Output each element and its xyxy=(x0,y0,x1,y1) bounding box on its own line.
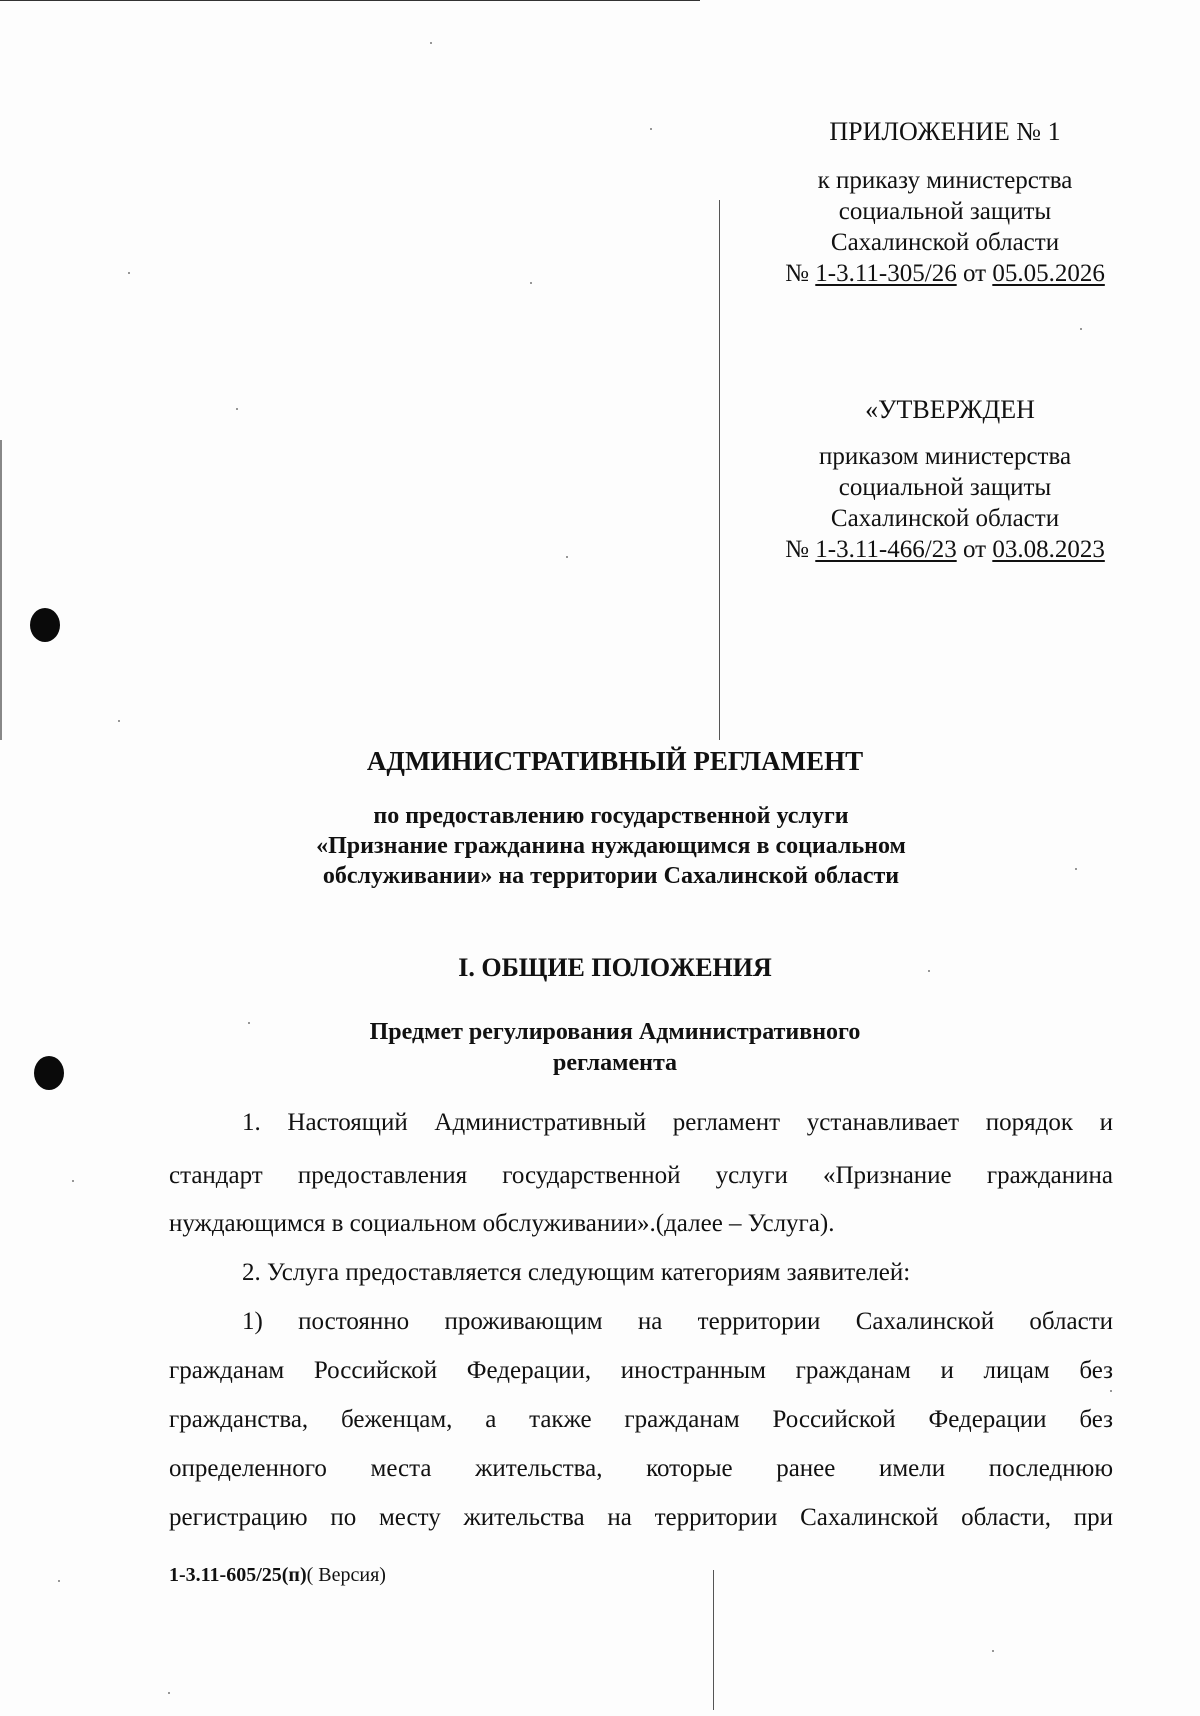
paragraph-2-line-1: 2. Услуга предоставляется следующим категориям заявителей: xyxy=(242,1259,911,1286)
scan-speck xyxy=(928,970,930,972)
appendix-order-block xyxy=(760,165,1130,289)
scan-left-edge xyxy=(0,440,2,740)
paragraph-3-line-2: гражданам Российской Федерации, иностранным гражданам и лицам без xyxy=(169,1357,1113,1384)
order-line-1: к приказу министерства xyxy=(817,167,1073,194)
scan-speck xyxy=(118,720,120,722)
scan-vertical-line-lower xyxy=(713,1570,714,1710)
subtitle-line-2: «Признание гражданина нуждающимся в социальном xyxy=(316,833,906,859)
approved-from: от xyxy=(962,536,987,563)
subsection-line-2: регламента xyxy=(552,1050,678,1076)
scan-speck xyxy=(168,1692,170,1694)
scan-speck xyxy=(1075,868,1077,870)
scan-speck xyxy=(248,1022,250,1024)
scan-speck xyxy=(1110,1390,1112,1392)
scan-speck xyxy=(650,128,652,130)
order-no-prefix: № xyxy=(785,260,810,287)
order-date: 05.05.2026 xyxy=(992,260,1105,287)
scan-top-edge xyxy=(0,0,700,1)
order-number: 1-3.11-305/26 xyxy=(815,260,957,287)
paragraph-1-line-3: нуждающимся в социальном обслуживании».(далее – Услуга). xyxy=(169,1210,835,1237)
subtitle-line-3: обслуживании» на территории Сахалинской области xyxy=(322,863,900,889)
approved-number: 1-3.11-466/23 xyxy=(815,536,957,563)
order-line-2: социальной защиты xyxy=(838,198,1052,225)
order-line-3: Сахалинской области xyxy=(830,229,1060,256)
approved-heading: «УТВЕРЖДЕН xyxy=(865,395,1035,424)
approved-order-block xyxy=(760,441,1130,565)
section-heading: I. ОБЩИЕ ПОЛОЖЕНИЯ xyxy=(458,953,772,982)
scan-speck xyxy=(58,1580,60,1582)
paragraph-1-line-1: 1. Настоящий Административный регламент устанавливает порядок и xyxy=(242,1109,1113,1136)
scan-vertical-line xyxy=(719,200,720,740)
scan-speck xyxy=(530,282,532,284)
scan-speck xyxy=(1080,328,1082,330)
scan-speck xyxy=(72,1180,74,1182)
subsection-heading xyxy=(0,1017,1200,1079)
appendix-heading: ПРИЛОЖЕНИЕ № 1 xyxy=(829,117,1061,146)
order-number-line xyxy=(760,258,1130,289)
scan-speck xyxy=(430,42,432,44)
footer-version: ( Версия) xyxy=(306,1564,386,1586)
document-subtitle xyxy=(0,801,1200,891)
paragraph-1-line-2: стандарт предоставления государственной услуги «Признание гражданина xyxy=(169,1162,1113,1189)
approved-line-3: Сахалинской области xyxy=(830,505,1060,532)
scan-speck xyxy=(236,408,238,410)
approved-no-prefix: № xyxy=(785,536,810,563)
paragraph-3-line-4: определенного места жительства, которые ранее имели последнюю xyxy=(169,1455,1113,1482)
scan-speck xyxy=(992,1650,994,1652)
footer-code-line xyxy=(169,1564,386,1587)
document-title: АДМИНИСТРАТИВНЫЙ РЕГЛАМЕНТ xyxy=(366,746,864,776)
subsection-line-1: Предмет регулирования Административного xyxy=(369,1019,861,1045)
order-from: от xyxy=(962,260,987,287)
scan-speck xyxy=(128,272,130,274)
scan-speck xyxy=(566,556,568,558)
subtitle-line-1: по предоставлению государственной услуги xyxy=(373,803,849,829)
punch-hole-top xyxy=(30,608,60,642)
paragraph-3-line-5: регистрацию по месту жительства на территории Сахалинской области, при xyxy=(169,1504,1113,1531)
approved-line-1: приказом министерства xyxy=(818,443,1072,470)
approved-date: 03.08.2023 xyxy=(992,536,1105,563)
paragraph-3-line-1: 1) постоянно проживающим на территории Сахалинской области xyxy=(242,1308,1113,1335)
paragraph-3-line-3: гражданства, беженцам, а также гражданам Российской Федерации без xyxy=(169,1406,1113,1433)
approved-number-line xyxy=(760,534,1130,565)
approved-line-2: социальной защиты xyxy=(838,474,1052,501)
footer-code: 1-3.11-605/25(п) xyxy=(169,1564,307,1586)
